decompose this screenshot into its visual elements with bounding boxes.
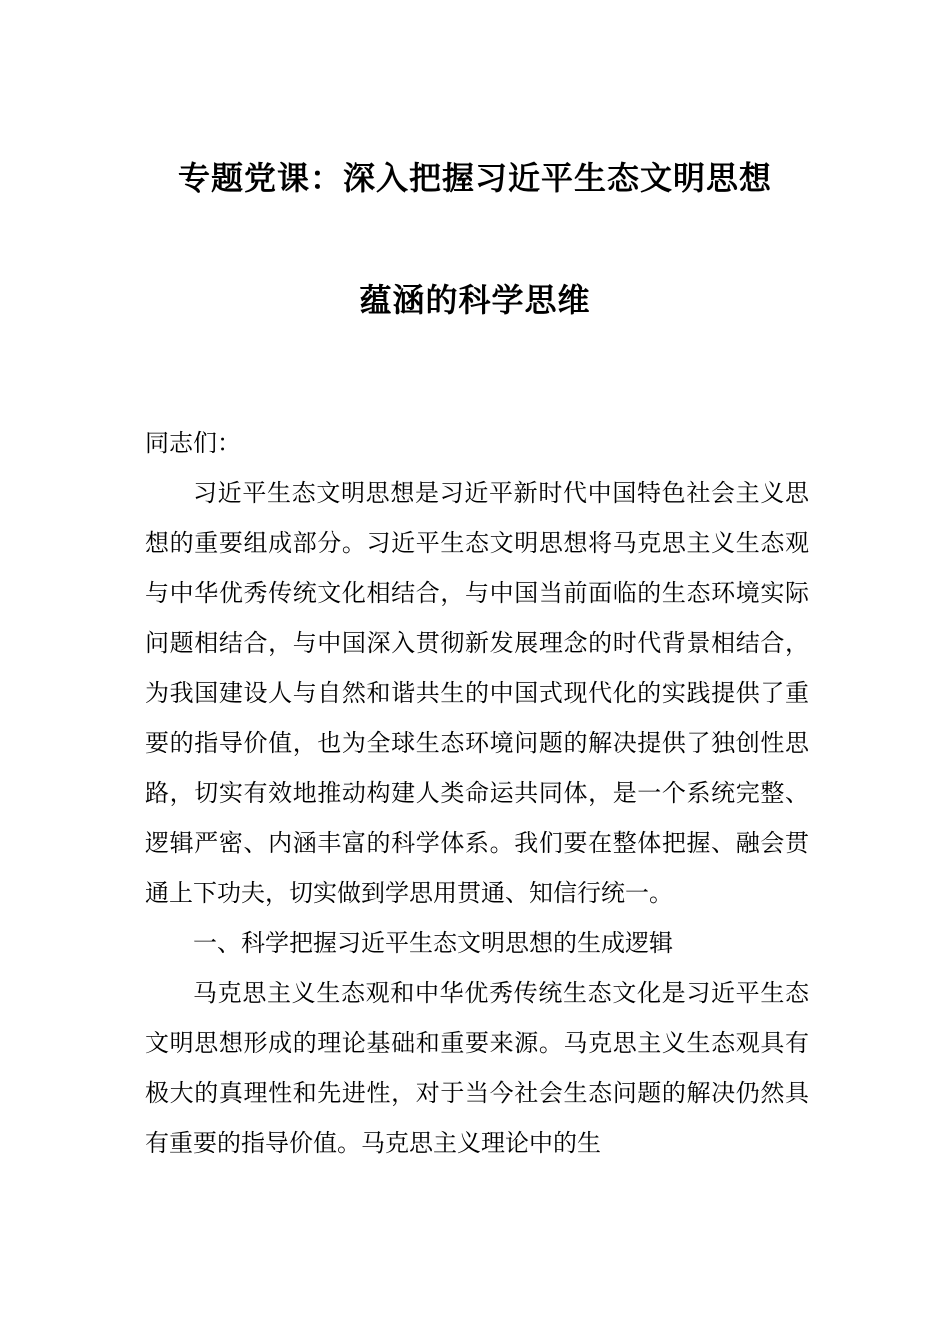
salutation: 同志们： — [145, 429, 241, 457]
document-body — [145, 418, 809, 1168]
paragraph-intro: 习近平生态文明思想是习近平新时代中国特色社会主义思想的重要组成部分。习近平生态文明思想将马克思主义生态观与中华优秀传统文化相结合，与中国当前面临的生态环境实际问题相结合，与中国深入贯彻新发展理念的时代背景相结合，为我国建设人与自然和谐共生的中国式现代化的实践提供了重要的指导价值，也为全球生态环境问题的解决提供了独创性思路，切实有效地推动构建人类命运共同体，是一个系统完整、逻辑严密、内涵丰富的科学体系。我们要在整体把握、融会贯通上下功夫，切实做到学思用贯通、知信行统一。 — [145, 479, 809, 907]
document-title-line-1: 专题党课：深入把握习近平生态文明思想 — [177, 159, 772, 197]
document-title-line-2: 蕴涵的科学思维 — [359, 281, 591, 319]
paragraph-section-1: 马克思主义生态观和中华优秀传统生态文化是习近平生态文明思想形成的理论基础和重要来源。马克思主义生态观具有极大的真理性和先进性，对于当今社会生态问题的解决仍然具有重要的指导价值。马克思主义理论中的生 — [145, 979, 809, 1157]
section-heading-1: 一、科学把握习近平生态文明思想的生成逻辑 — [193, 929, 673, 957]
